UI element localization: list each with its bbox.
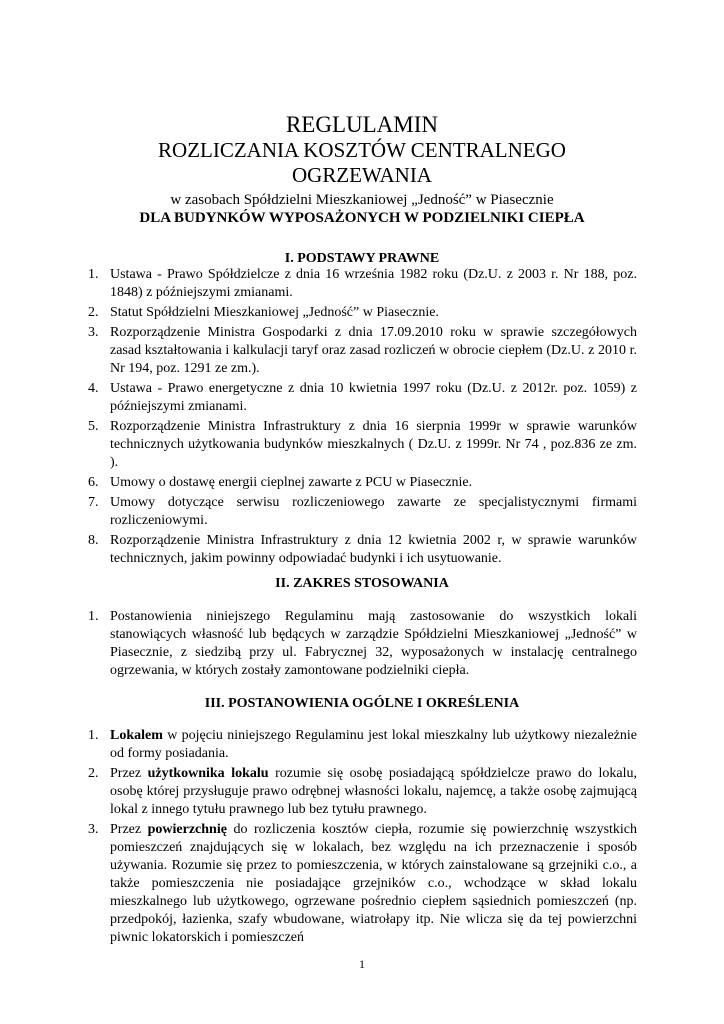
section-title-general: III. POSTANOWIENIA OGÓLNE I OKREŚLENIA [204, 696, 520, 711]
general-list [88, 727, 638, 949]
list-item: 1. Lokalem w pojęciu niniejszego Regulaminu jest lokal mieszkalny lub użytkowy niezależnie od formy posiadania. [88, 728, 637, 761]
section-title-legal: I. PODSTAWY PRAWNE [284, 251, 440, 266]
term-uzytkownik: użytkownika lokalu [147, 766, 269, 781]
list-item: 7. Umowy dotyczące serwisu rozliczeniowego zawarte ze specjalistycznymi firmami rozliczeniowymi. [88, 495, 637, 528]
list-item: 5. Rozporządzenie Ministra Infrastruktury z dnia 16 sierpnia 1999r w sprawie warunków technicznych użytkowania budynków mieszkalnych ( Dz.U. z 1999r. Nr 74 , poz.836 ze zm. ). [88, 419, 637, 470]
term-lokal: Lokalem [110, 728, 163, 743]
list-item: 3. Przez powierzchnię do rozliczenia kosztów ciepła, rozumie się powierzchnię wszystkich pomieszczeń znajdujących się w lokalach, bez względu na ich przeznaczenie i sposób używania. Rozumie się przez to pomieszczenia, w których zainstalowane są grzejniki c.o., a także pomieszczenia nie posiadające grzejników c.o., wchodzące w skład lokalu mieszkalnego lub użytkowego, ogrzewane pośrednio ciepłem sąsiednich pomieszczeń (np. przedpokój, łazienka, szafy wbudowane, wiatrołapy itp. Nie wlicza się da tej powierzchni piwnic lokatorskich i pomieszczeń [88, 822, 638, 945]
document-scope: DLA BUDYNKÓW WYPOSAŻONYCH W PODZIELNIKI CIEPŁA [139, 210, 585, 226]
list-item: 2. Przez użytkownika lokalu rozumie się osobę posiadającą spółdzielcze prawo do lokalu, osobę której przysługuje prawo odrębnej własności lokalu, najemcę, a także osobę zajmującą lokal z innego tytułu prawnego lub bez tytułu prawnego. [88, 766, 637, 817]
page-number: 1 [359, 957, 365, 971]
document-location: w zasobach Spółdzielni Mieszkaniowej „Jedność” w Piasecznie [170, 192, 554, 208]
list-item: 1. Postanowienia niniejszego Regulaminu mają zastosowanie do wszystkich lokali stanowiących własność lub będących w zarządzie Spółdzielni Mieszkaniowej „Jedność” w Piasecznie, z siedzibą przy ul. Fabrycznej 32, wyposażonych w instalację centralnego ogrzewania, w których zostały zamontowane podzielniki ciepła. [88, 609, 637, 678]
list-item: 6. Umowy o dostawę energii cieplnej zawarte z PCU w Piasecznie. [88, 475, 473, 490]
list-item: 4. Ustawa - Prawo energetyczne z dnia 10 kwietnia 1997 roku (Dz.U. z 2012r. poz. 1059) z późniejszymi zmianami. [88, 381, 637, 414]
term-powierzchnia: powierzchnię [147, 822, 227, 837]
list-item: 2. Statut Spółdzielni Mieszkaniowej „Jedność” w Piasecznie. [88, 305, 439, 320]
document-subtitle-line1: ROZLICZANIA KOSZTÓW CENTRALNEGO [158, 138, 566, 162]
document-title: REGLULAMIN [285, 112, 439, 137]
legal-list [88, 266, 637, 570]
list-item: 1. Ustawa - Prawo Spółdzielcze z dnia 16 września 1982 roku (Dz.U. z 2003 r. Nr 188, poz. 1848) z późniejszymi zmianami. [88, 267, 637, 300]
document-subtitle-line2: OGRZEWANIA [292, 163, 432, 187]
list-item: 3. Rozporządzenie Ministra Gospodarki z dnia 17.09.2010 roku w sprawie szczegółowych zasad kształtowania i kalkulacji taryf oraz zasad rozliczeń w obrocie ciepłem (Dz.U. z 2010 r. Nr 194, poz. 1291 ze zm.). [88, 325, 637, 376]
section-title-scope: II. ZAKRES STOSOWANIA [275, 576, 449, 591]
list-item: 8. Rozporządzenie Ministra Infrastruktury z dnia 12 kwietnia 2002 r, w sprawie warunków technicznych, jakim powinny odpowiadać budynki i ich usytuowanie. [88, 533, 637, 566]
scope-list [88, 608, 637, 682]
document-header [60, 112, 664, 228]
